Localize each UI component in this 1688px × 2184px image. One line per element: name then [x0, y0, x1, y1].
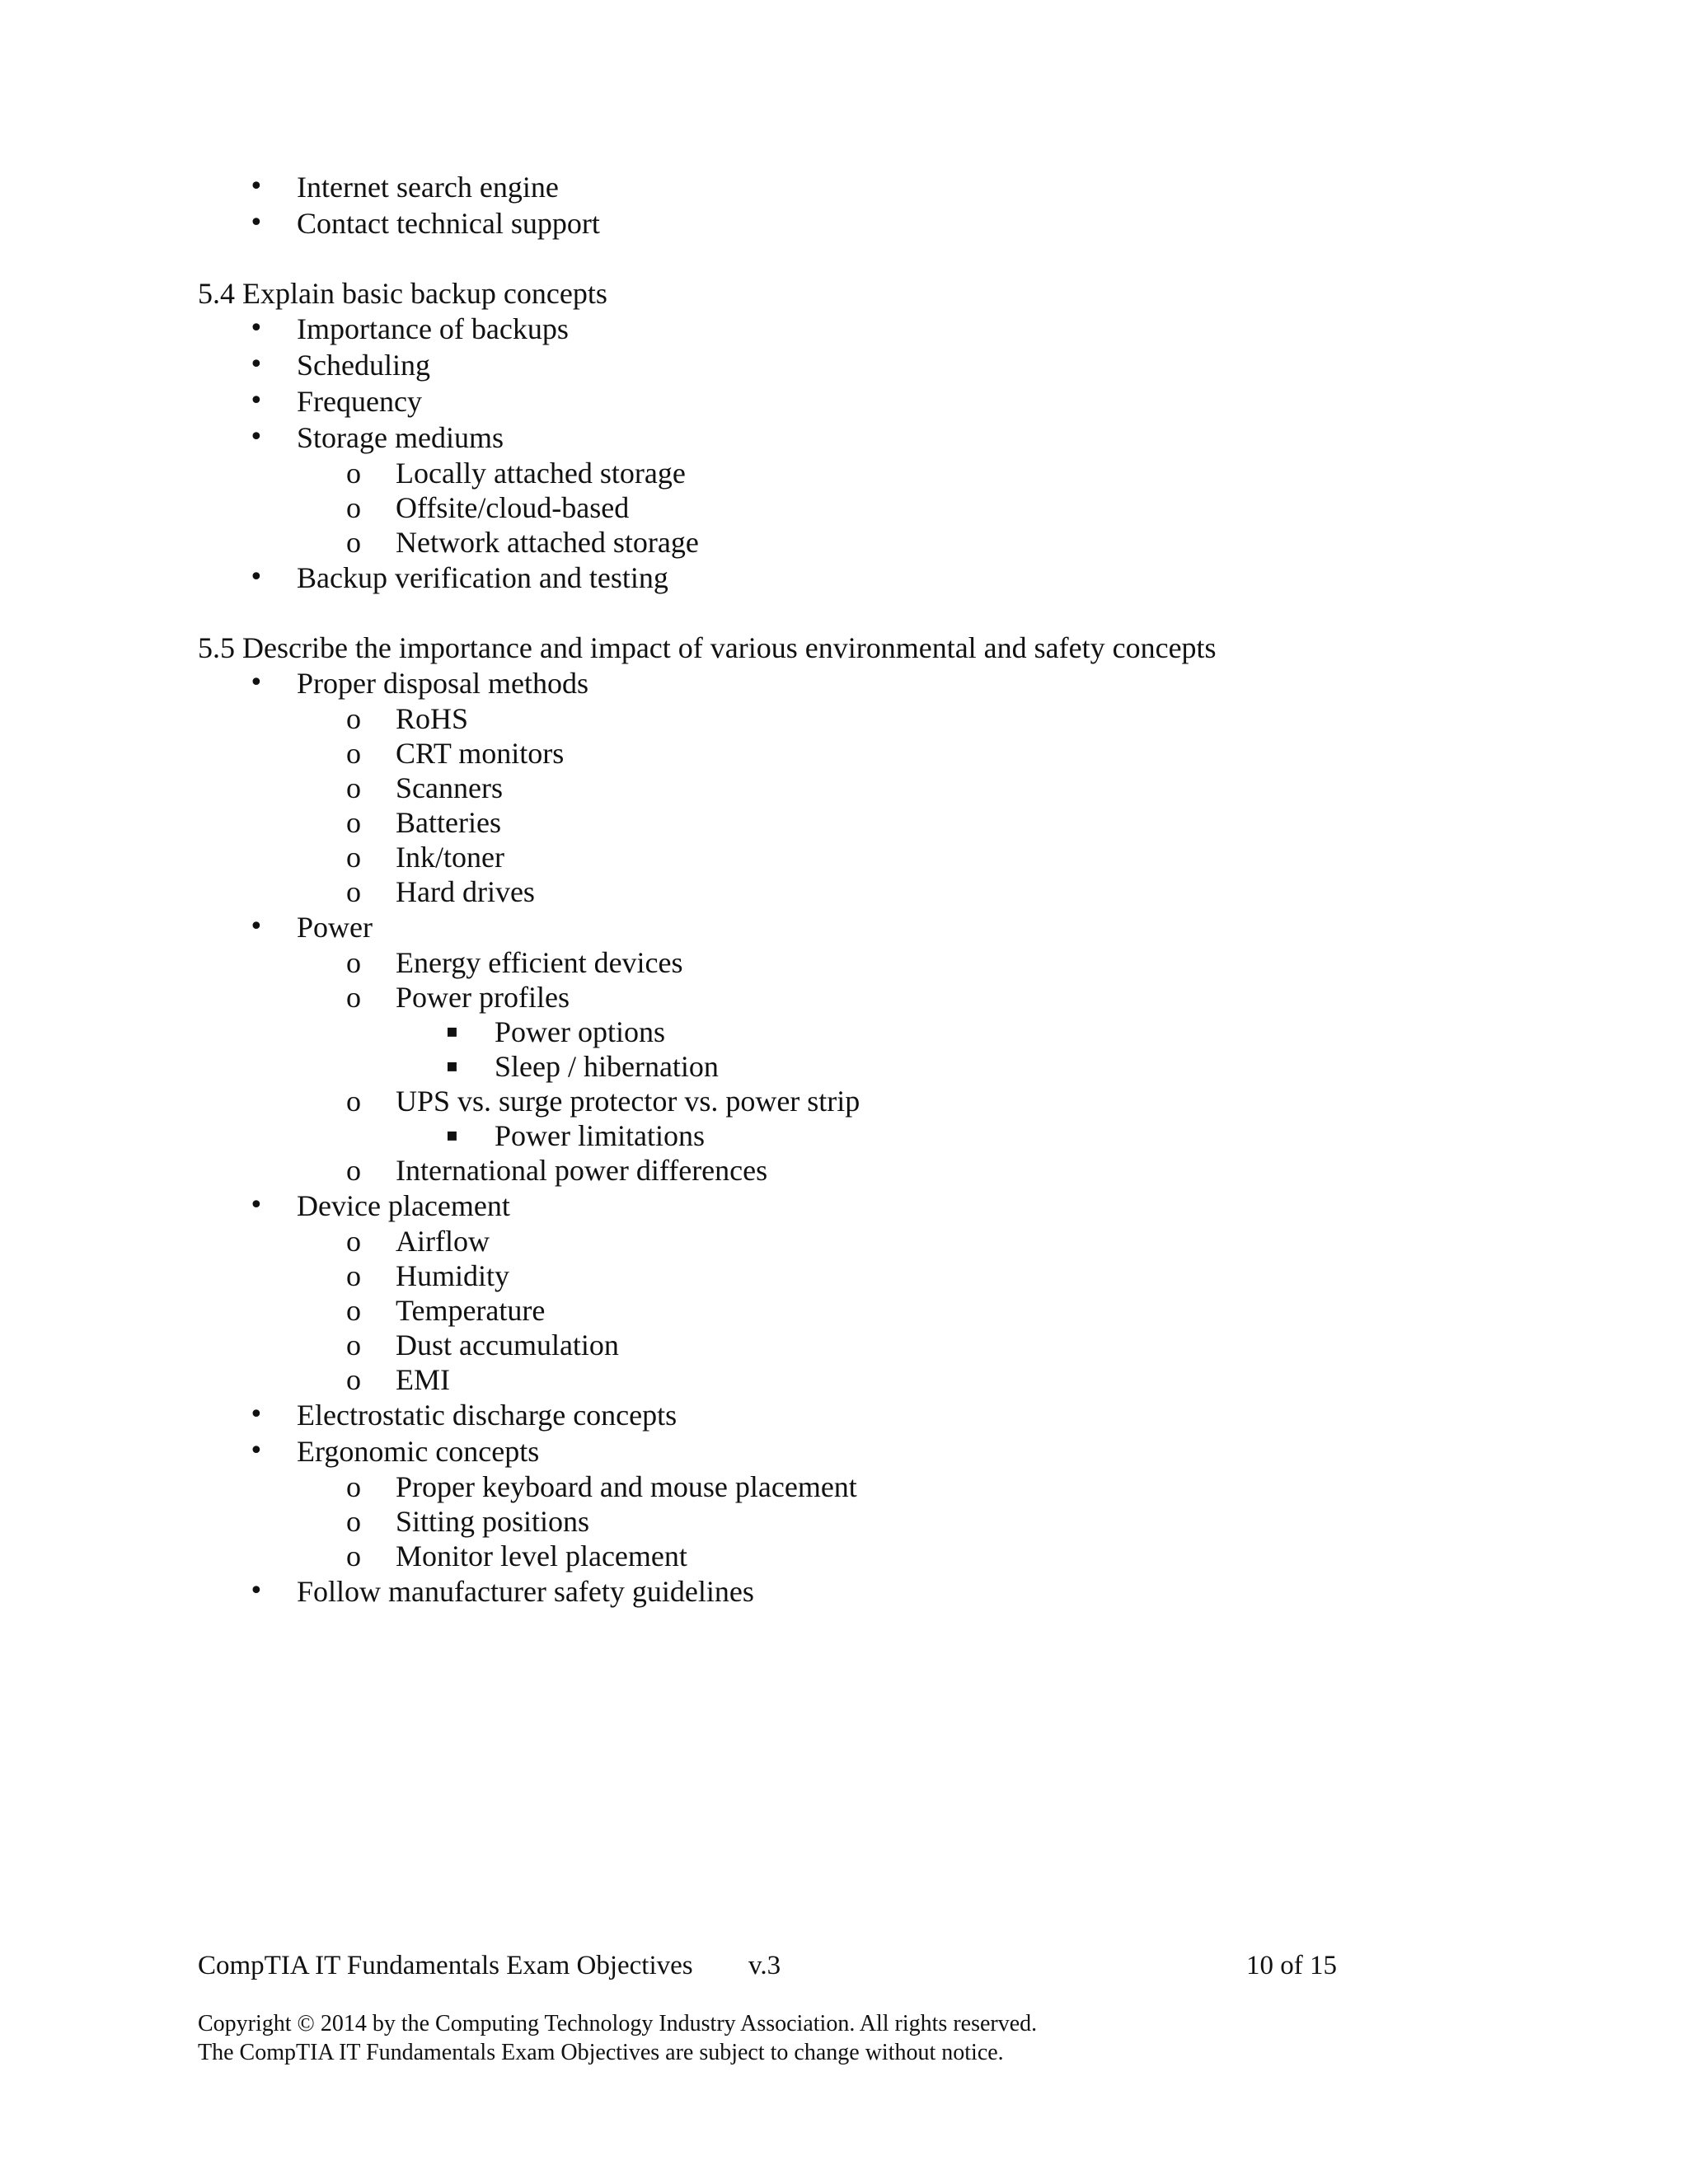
bullet-square-icon: ▪ [446, 1056, 458, 1076]
device-placement-sublist [198, 1224, 1434, 1397]
section-heading-5-4: 5.4 Explain basic backup concepts [198, 277, 607, 310]
subsublist-item-label: Power options [495, 1015, 665, 1048]
sublist-item-label: Proper keyboard and mouse placement [396, 1470, 857, 1503]
sublist-item-label: Hard drives [396, 875, 535, 908]
list-item [198, 1433, 1434, 1469]
list-item-label: Device placement [297, 1189, 510, 1222]
list-item-label: Electrostatic discharge concepts [297, 1399, 678, 1432]
sublist-item [198, 701, 1434, 736]
legal-notice [198, 2009, 1434, 2067]
bullet-disc-icon: • [249, 668, 264, 697]
sublist-item-label: RoHS [396, 702, 469, 735]
bullet-circle-icon: o [346, 841, 361, 874]
list-item [198, 311, 1434, 347]
sublist-item-label: Humidity [396, 1259, 510, 1292]
bullet-disc-icon: • [249, 350, 264, 379]
list-item-label: Backup verification and testing [297, 561, 668, 594]
bullet-circle-icon: o [346, 1259, 361, 1292]
sublist-item [198, 456, 1434, 490]
list-item-label: Ergonomic concepts [297, 1435, 540, 1468]
list-item-label: Internet search engine [297, 171, 559, 204]
sublist-item-label: CRT monitors [396, 737, 565, 770]
sublist-item [198, 1469, 1434, 1504]
disposal-sublist [198, 701, 1434, 909]
list-item-label: Scheduling [297, 349, 430, 382]
bullet-circle-icon: o [346, 1363, 361, 1396]
power-profiles-sublist [198, 1015, 1434, 1084]
bullet-circle-icon: o [346, 771, 361, 804]
sublist-item [198, 490, 1434, 525]
bullet-circle-icon: o [346, 1154, 361, 1187]
list-item [198, 909, 1434, 945]
power-sublist-end [198, 1153, 1434, 1188]
list-item [198, 1573, 1434, 1610]
bullet-circle-icon: o [346, 1294, 361, 1327]
bullet-circle-icon: o [346, 1470, 361, 1503]
list-item-label: Power [297, 911, 373, 944]
sublist-item [198, 1362, 1434, 1397]
sublist-item-label: Locally attached storage [396, 457, 686, 490]
sublist-item-label: Batteries [396, 806, 501, 839]
sublist-item-label: Power profiles [396, 981, 570, 1014]
intro-list [198, 169, 1434, 241]
bullet-disc-icon: • [249, 1436, 264, 1465]
page-footer [198, 1949, 1352, 1982]
list-item [198, 1188, 1434, 1224]
subsublist-item [198, 1015, 1434, 1049]
bullet-circle-icon: o [346, 737, 361, 770]
bullet-disc-icon: • [249, 423, 264, 452]
bullet-circle-icon: o [346, 1225, 361, 1258]
sublist-item-label: International power differences [396, 1154, 768, 1187]
list-item-label: Follow manufacturer safety guidelines [297, 1575, 754, 1608]
bullet-circle-icon: o [346, 806, 361, 839]
sublist-item [198, 1084, 1434, 1118]
list-item [198, 169, 1434, 205]
section-spacer [198, 596, 1434, 630]
section-5-5-list-end [198, 1573, 1434, 1610]
section-5-4-list-continued [198, 560, 1434, 596]
storage-mediums-sublist [198, 456, 1434, 560]
subsublist-item [198, 1118, 1434, 1153]
bullet-disc-icon: • [249, 563, 264, 592]
bullet-circle-icon: o [346, 875, 361, 908]
section-5-4-list [198, 311, 1434, 456]
page-number: 10 of 15 [1246, 1951, 1337, 1980]
list-item-label: Storage mediums [297, 421, 504, 454]
bullet-circle-icon: o [346, 526, 361, 559]
list-item [198, 665, 1434, 701]
bullet-circle-icon: o [346, 491, 361, 524]
subsublist-item-label: Power limitations [495, 1119, 705, 1152]
sublist-item-label: Airflow [396, 1225, 490, 1258]
bullet-circle-icon: o [346, 946, 361, 979]
sublist-item-label: Dust accumulation [396, 1329, 619, 1361]
ups-sublist [198, 1118, 1434, 1153]
sublist-item [198, 945, 1434, 980]
power-sublist [198, 945, 1434, 1015]
sublist-item [198, 1153, 1434, 1188]
sublist-item [198, 980, 1434, 1015]
list-item [198, 560, 1434, 596]
sublist-item [198, 736, 1434, 771]
list-item-label: Importance of backups [297, 312, 569, 345]
sublist-item [198, 840, 1434, 874]
bullet-circle-icon: o [346, 981, 361, 1014]
power-sublist-continued [198, 1084, 1434, 1118]
sublist-item-label: EMI [396, 1363, 450, 1396]
section-heading-5-5: 5.5 Describe the importance and impact of various environmental and safety concepts [198, 631, 1217, 664]
sublist-item [198, 1293, 1434, 1328]
list-item [198, 1397, 1434, 1433]
list-item [198, 383, 1434, 419]
section-5-5-list [198, 665, 1434, 701]
sublist-item [198, 525, 1434, 560]
sublist-item-label: Temperature [396, 1294, 546, 1327]
list-item [198, 347, 1434, 383]
document-body [198, 169, 1434, 1610]
sublist-item-label: Scanners [396, 771, 503, 804]
sublist-item [198, 874, 1434, 909]
section-5-5-list [198, 1397, 1434, 1469]
list-item [198, 205, 1434, 241]
list-item-label: Proper disposal methods [297, 667, 588, 700]
sublist-item-label: Energy efficient devices [396, 946, 683, 979]
sublist-item [198, 1224, 1434, 1258]
ergonomic-sublist [198, 1469, 1434, 1573]
sublist-item-label: Network attached storage [396, 526, 699, 559]
sublist-item-label: Ink/toner [396, 841, 504, 874]
bullet-circle-icon: o [346, 1540, 361, 1572]
sublist-item [198, 1328, 1434, 1362]
bullet-square-icon: ▪ [446, 1125, 458, 1146]
bullet-disc-icon: • [249, 209, 264, 237]
sublist-item [198, 1504, 1434, 1539]
sublist-item [198, 771, 1434, 805]
bullet-circle-icon: o [346, 1085, 361, 1118]
footer-line [198, 1949, 1352, 1982]
sublist-item [198, 805, 1434, 840]
footer-version: v.3 [748, 1951, 781, 1980]
bullet-square-icon: ▪ [446, 1021, 458, 1042]
copyright-text: Copyright © 2014 by the Computing Technology Industry Association. All rights reserved. [198, 2011, 1038, 2036]
subsublist-item [198, 1049, 1434, 1084]
bullet-disc-icon: • [249, 912, 264, 941]
sublist-item-label: Offsite/cloud-based [396, 491, 630, 524]
bullet-disc-icon: • [249, 314, 264, 343]
sublist-item [198, 1539, 1434, 1573]
bullet-circle-icon: o [346, 457, 361, 490]
subsublist-item-label: Sleep / hibernation [495, 1050, 719, 1083]
sublist-item-label: UPS vs. surge protector vs. power strip [396, 1085, 860, 1118]
section-spacer [198, 241, 1434, 276]
bullet-disc-icon: • [249, 172, 264, 201]
bullet-disc-icon: • [249, 1191, 264, 1220]
list-item-label: Contact technical support [297, 207, 600, 240]
bullet-disc-icon: • [249, 1400, 264, 1429]
list-item [198, 419, 1434, 456]
section-5-5-list [198, 909, 1434, 945]
change-notice-text: The CompTIA IT Fundamentals Exam Objectives are subject to change without notice. [198, 2040, 1004, 2065]
bullet-circle-icon: o [346, 1505, 361, 1538]
bullet-disc-icon: • [249, 387, 264, 415]
section-5-5-list [198, 1188, 1434, 1224]
sublist-item [198, 1258, 1434, 1293]
bullet-circle-icon: o [346, 702, 361, 735]
sublist-item-label: Sitting positions [396, 1505, 590, 1538]
list-item-label: Frequency [297, 385, 422, 418]
sublist-item-label: Monitor level placement [396, 1540, 687, 1572]
bullet-circle-icon: o [346, 1329, 361, 1361]
bullet-disc-icon: • [249, 1577, 264, 1605]
footer-title: CompTIA IT Fundamentals Exam Objectives [198, 1951, 693, 1980]
